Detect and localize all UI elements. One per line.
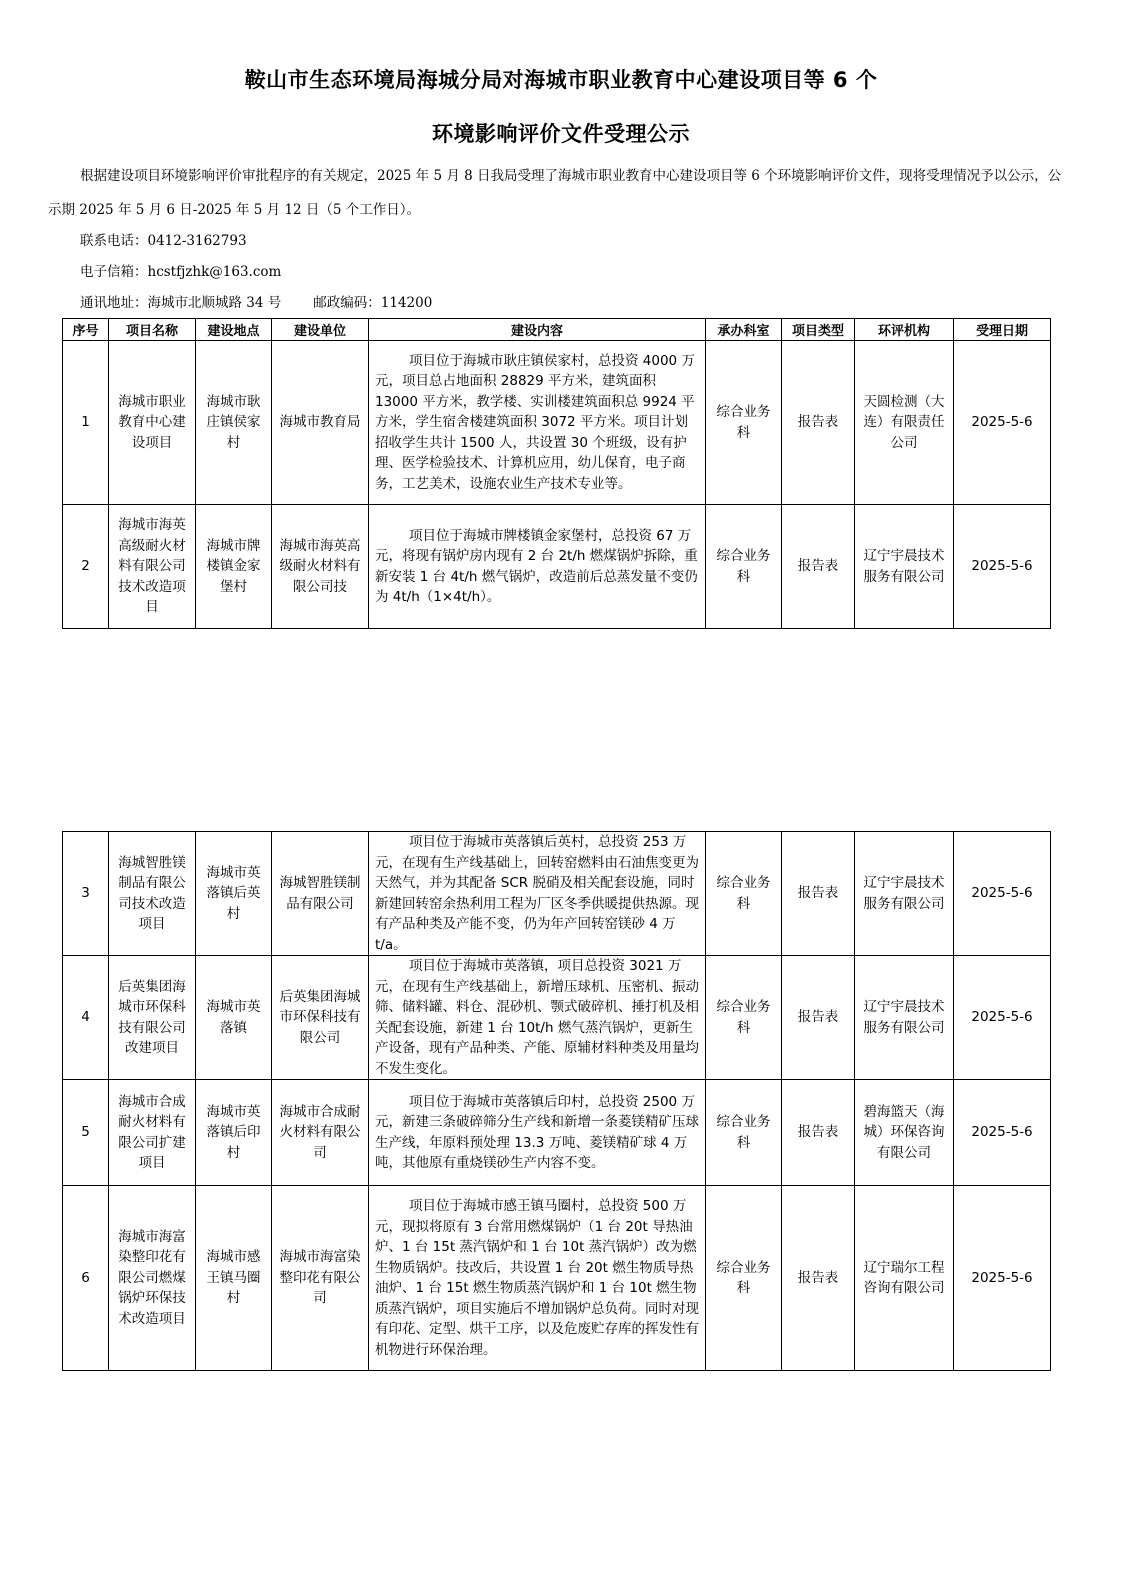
contact-postcode: 邮政编码：114200 — [313, 295, 433, 311]
cell-type: 报告表 — [782, 1186, 855, 1371]
cell-date: 2025-5-6 — [954, 956, 1051, 1080]
projects-table-part1 — [62, 318, 1051, 629]
cell-name: 海城市海富染整印花有限公司燃煤锅炉环保技术改造项目 — [109, 1186, 196, 1371]
header-agency: 环评机构 — [855, 319, 954, 341]
cell-agency: 辽宁瑞尔工程咨询有限公司 — [855, 1186, 954, 1371]
cell-type: 报告表 — [782, 1080, 855, 1186]
header-name: 项目名称 — [109, 319, 196, 341]
intro-paragraph: 根据建设项目环境影响评价审批程序的有关规定，2025 年 5 月 8 日我局受理了海城市职业教育中心建设项目等 6 个环境影响评价文件，现将受理情况予以公示，公示期 2025 年 5 月 6 日-2025 年 5 月 12 日（5 个工作日）。 — [48, 168, 1062, 218]
table-row — [63, 832, 1051, 956]
cell-type: 报告表 — [782, 832, 855, 956]
cell-no: 5 — [63, 1080, 109, 1186]
cell-agency: 辽宁宇晨技术服务有限公司 — [855, 505, 954, 629]
cell-location: 海城市英落镇后印村 — [196, 1080, 272, 1186]
page-title-line1: 鞍山市生态环境局海城分局对海城市职业教育中心建设项目等 6 个 — [244, 68, 878, 92]
cell-location: 海城市感王镇马圈村 — [196, 1186, 272, 1371]
cell-type: 报告表 — [782, 341, 855, 505]
cell-agency: 碧海篮天（海城）环保咨询有限公司 — [855, 1080, 954, 1186]
cell-type: 报告表 — [782, 505, 855, 629]
contact-email: 电子信箱：hcstfjzhk@163.com — [80, 264, 282, 280]
table-row — [63, 1186, 1051, 1371]
cell-date: 2025-5-6 — [954, 832, 1051, 956]
header-no: 序号 — [63, 319, 109, 341]
cell-unit: 后英集团海城市环保科技有限公司 — [272, 956, 369, 1080]
cell-date: 2025-5-6 — [954, 1186, 1051, 1371]
cell-location: 海城市牌楼镇金家堡村 — [196, 505, 272, 629]
cell-agency: 天圆检测（大连）有限责任公司 — [855, 341, 954, 505]
table-row — [63, 1080, 1051, 1186]
cell-content: 项目位于海城市英落镇后印村，总投资 2500 万元，新建三条破碎筛分生产线和新增一条菱镁精矿压球生产线，年原料预处理 13.3 万吨、菱镁精矿球 4 万吨，其他原有重烧镁砂生产内容不变。 — [369, 1080, 706, 1186]
cell-no: 3 — [63, 832, 109, 956]
cell-content: 项目位于海城市英落镇后英村，总投资 253 万元，在现有生产线基础上，回转窑燃料由石油焦变更为天然气，并为其配备 SCR 脱硝及相关配套设施，同时新建回转窑余热利用工程为厂区冬季供暖提供热源。现有产品种类及产能不变，仍为年产回转窑镁砂 4 万 t/a。 — [369, 832, 706, 956]
cell-unit: 海城市合成耐火材料有限公司 — [272, 1080, 369, 1186]
header-date: 受理日期 — [954, 319, 1051, 341]
table-row — [63, 341, 1051, 505]
cell-content: 项目位于海城市耿庄镇侯家村，总投资 4000 万元，项目总占地面积 28829 平方米，建筑面积 13000 平方米，教学楼、实训楼建筑面积总 9924 平方米，学生宿舍楼建筑面积 3072 平方米。项目计划招收学生共计 1500 人，共设置 30 个班级，设有护理、医学检验技术、计算机应用，幼儿保育，电子商务，工艺美术，设施农业生产技术专业等。 — [369, 341, 706, 505]
page-title-line2: 环境影响评价文件受理公示 — [432, 122, 690, 146]
table-row — [63, 505, 1051, 629]
cell-unit: 海城智胜镁制品有限公司 — [272, 832, 369, 956]
cell-unit: 海城市海富染整印花有限公司 — [272, 1186, 369, 1371]
cell-date: 2025-5-6 — [954, 341, 1051, 505]
cell-name: 海城市海英高级耐火材料有限公司技术改造项目 — [109, 505, 196, 629]
cell-unit: 海城市海英高级耐火材料有限公司技 — [272, 505, 369, 629]
cell-dept: 综合业务科 — [706, 1080, 782, 1186]
cell-dept: 综合业务科 — [706, 832, 782, 956]
cell-content: 项目位于海城市感王镇马圈村，总投资 500 万元，现拟将原有 3 台常用燃煤锅炉（1 台 20t 导热油炉、1 台 15t 蒸汽锅炉和 1 台 10t 蒸汽锅炉）改为燃生物质锅炉。技改后，共设置 1 台 20t 燃生物质导热油炉、1 台 15t 燃生物质蒸汽锅炉和 1 台 10t 燃生物质蒸汽锅炉，项目实施后不增加锅炉总负荷。同时对现有印花、定型、烘干工序，以及危废贮存库的挥发性有机物进行环保治理。 — [369, 1186, 706, 1371]
cell-name: 海城市职业教育中心建设项目 — [109, 341, 196, 505]
cell-content: 项目位于海城市牌楼镇金家堡村，总投资 67 万元，将现有锅炉房内现有 2 台 2t/h 燃煤锅炉拆除，重新安装 1 台 4t/h 燃气锅炉，改造前后总蒸发量不变仍为 4t/h（1×4t/h）。 — [369, 505, 706, 629]
header-content: 建设内容 — [369, 319, 706, 341]
cell-agency: 辽宁宇晨技术服务有限公司 — [855, 956, 954, 1080]
header-dept: 承办科室 — [706, 319, 782, 341]
cell-dept: 综合业务科 — [706, 341, 782, 505]
header-type: 项目类型 — [782, 319, 855, 341]
cell-content: 项目位于海城市英落镇，项目总投资 3021 万元，在现有生产线基础上，新增压球机、压密机、振动筛、储料罐、料仓、混砂机、颚式破碎机、捶打机及相关配套设施，新建 1 台 10t/h 燃气蒸汽锅炉，更新生产设备，现有产品种类、产能、原辅材料种类及用量均不发生变化。 — [369, 956, 706, 1080]
header-unit: 建设单位 — [272, 319, 369, 341]
cell-dept: 综合业务科 — [706, 1186, 782, 1371]
cell-location: 海城市耿庄镇侯家村 — [196, 341, 272, 505]
cell-name: 海城智胜镁制品有限公司技术改造项目 — [109, 832, 196, 956]
cell-location: 海城市英落镇后英村 — [196, 832, 272, 956]
cell-date: 2025-5-6 — [954, 1080, 1051, 1186]
cell-agency: 辽宁宇晨技术服务有限公司 — [855, 832, 954, 956]
cell-dept: 综合业务科 — [706, 505, 782, 629]
cell-type: 报告表 — [782, 956, 855, 1080]
contact-phone: 联系电话：0412-3162793 — [80, 233, 247, 249]
cell-date: 2025-5-6 — [954, 505, 1051, 629]
contact-address-line — [80, 291, 432, 311]
table-row — [63, 956, 1051, 1080]
cell-name: 后英集团海城市环保科技有限公司改建项目 — [109, 956, 196, 1080]
table-header-row — [63, 319, 1051, 341]
cell-name: 海城市合成耐火材料有限公司扩建项目 — [109, 1080, 196, 1186]
cell-no: 6 — [63, 1186, 109, 1371]
header-location: 建设地点 — [196, 319, 272, 341]
projects-table-part2 — [62, 831, 1051, 1371]
cell-dept: 综合业务科 — [706, 956, 782, 1080]
cell-no: 4 — [63, 956, 109, 1080]
cell-unit: 海城市教育局 — [272, 341, 369, 505]
cell-no: 2 — [63, 505, 109, 629]
contact-address: 通讯地址：海城市北顺城路 34 号 — [80, 295, 282, 311]
cell-no: 1 — [63, 341, 109, 505]
cell-location: 海城市英落镇 — [196, 956, 272, 1080]
